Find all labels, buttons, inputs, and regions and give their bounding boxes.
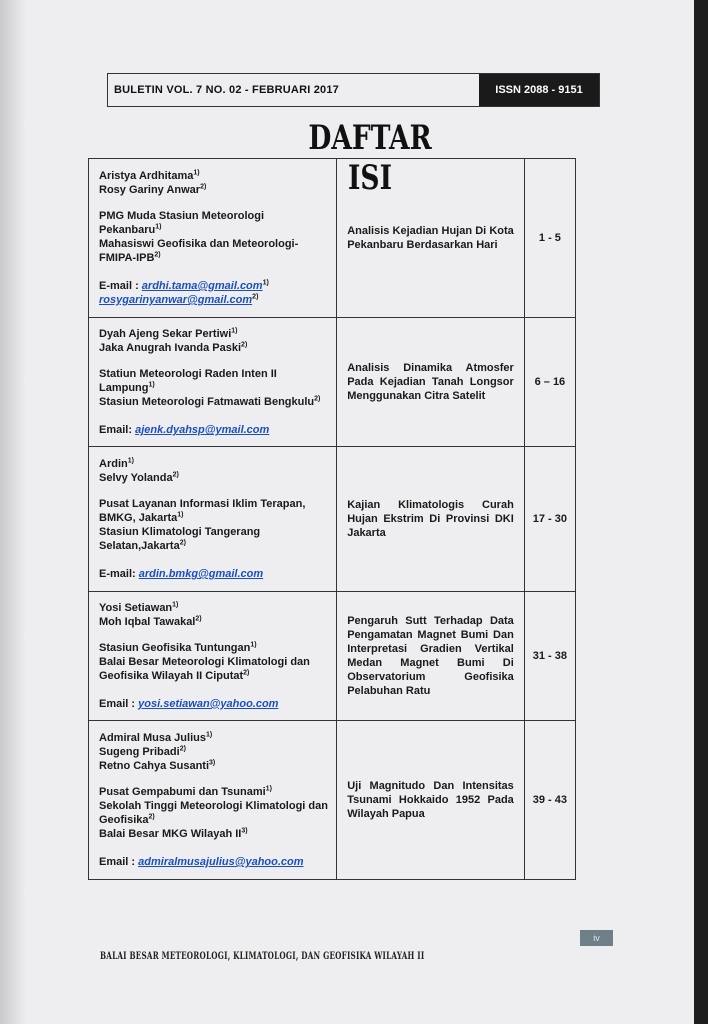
author-list bbox=[99, 457, 328, 485]
affiliation: Balai Besar Meteorologi Klimatologi dan Geofisika Wilayah II Ciputat$^{2)}$ bbox=[99, 655, 310, 682]
bulletin-info: BULETIN VOL. 7 NO. 02 - FEBRUARI 2017 bbox=[114, 84, 339, 96]
toc-row bbox=[89, 317, 576, 446]
affiliation: Pusat Gempabumi dan Tsunami$^{1)}$ bbox=[99, 785, 272, 798]
author-name: Yosi Setiawan$^{1)}$ bbox=[99, 601, 179, 614]
author-name: Dyah Ajeng Sekar Pertiwi$^{1)}$ bbox=[99, 327, 238, 341]
footer-institution: BALAI BESAR METEOROLOGI, KLIMATOLOGI, DAN GEOFISIKA WILAYAH II bbox=[100, 951, 425, 962]
affiliation: PMG Muda Stasiun Meteorologi Pekanbaru$^{1)}$ bbox=[99, 209, 265, 236]
page-range: 39 - 43 bbox=[524, 721, 575, 880]
affiliation-list bbox=[99, 367, 328, 409]
article-title: Pengaruh Sutt Terhadap Data Pengamatan Magnet Bumi Dan Interpretasi Gradien Vertikal Medan Magnet Bumi Di Observatorium Geofisika Pelabuhan Ratu bbox=[337, 591, 525, 720]
article-title: Uji Magnitudo Dan Intensitas Tsunami Hokkaido 1952 Pada Wilayah Papua bbox=[337, 721, 525, 880]
email-link[interactable]: ardhi.tama@gmail.com bbox=[141, 279, 263, 292]
page-range: 6 – 16 bbox=[524, 317, 575, 446]
affiliation: Pusat Layanan Informasi Iklim Terapan, BMKG, Jakarta$^{1)}$ bbox=[99, 497, 306, 524]
affiliation: Stasiun Klimatologi Tangerang Selatan,Jakarta$^{2)}$ bbox=[99, 525, 261, 552]
author-name: Jaka Anugrah Ivanda Paski$^{2)}$ bbox=[99, 341, 248, 355]
email-block bbox=[99, 855, 328, 869]
author-name: Admiral Musa Julius$^{1)}$ bbox=[99, 731, 213, 744]
affiliation-list bbox=[99, 641, 328, 683]
email-block bbox=[99, 697, 328, 711]
author-name: Retno Cahya Susanti$^{3)}$ bbox=[99, 759, 216, 772]
authors-cell bbox=[89, 591, 337, 720]
article-title: Analisis Kejadian Hujan Di Kota Pekanbaru Berdasarkan Hari bbox=[337, 159, 525, 318]
page-range: 1 - 5 bbox=[524, 159, 575, 318]
page-edge bbox=[694, 0, 708, 1024]
author-name: Sugeng Pribadi$^{2)}$ bbox=[99, 745, 186, 758]
page-spine-shadow bbox=[0, 0, 26, 1024]
affiliation-list bbox=[99, 209, 328, 265]
email-block: E-mail : ardhi.tama@gmail.com$^{1)}$ rosygarinyanwar@gmail.com$^{2)}$ bbox=[99, 279, 269, 306]
authors-cell bbox=[89, 721, 337, 880]
email-block bbox=[99, 423, 328, 437]
author-name: Selvy Yolanda$^{2)}$ bbox=[99, 471, 179, 484]
issn-badge: ISSN 2088 - 9151 bbox=[479, 74, 599, 106]
affiliation: Statiun Meteorologi Raden Inten II Lampung$^{1)}$ bbox=[99, 368, 277, 395]
email-label: E-mail : bbox=[99, 279, 139, 292]
authors-cell bbox=[89, 447, 337, 591]
author-list bbox=[99, 731, 328, 773]
affiliation: Stasiun Meteorologi Fatmawati Bengkulu$^{2)}$ bbox=[99, 395, 321, 409]
author-list bbox=[99, 169, 328, 197]
toc-row bbox=[89, 447, 576, 591]
email-link[interactable]: ajenk.dyahsp@ymail.com bbox=[135, 424, 270, 437]
author-list bbox=[99, 601, 328, 629]
email-block bbox=[99, 567, 328, 581]
author-name: Moh Iqbal Tawakal$^{2)}$ bbox=[99, 615, 202, 628]
page-title: DAFTAR ISI bbox=[308, 118, 432, 198]
author-name: Rosy Gariny Anwar$^{2)}$ bbox=[99, 183, 207, 196]
page-range: 17 - 30 bbox=[524, 447, 575, 591]
bulletin-header bbox=[107, 73, 600, 107]
email-label: E-mail: bbox=[99, 567, 136, 580]
article-title: Analisis Dinamika Atmosfer Pada Kejadian Tanah Longsor Menggunakan Citra Satelit bbox=[337, 317, 525, 446]
author-name: Ardin$^{1)}$ bbox=[99, 457, 134, 470]
affiliation: Stasiun Geofisika Tuntungan$^{1)}$ bbox=[99, 641, 257, 654]
email-link[interactable]: admiralmusajulius@yahoo.com bbox=[138, 856, 304, 868]
author-name: Aristya Ardhitama$^{1)}$ bbox=[99, 169, 200, 182]
email-link[interactable]: ardin.bmkg@gmail.com bbox=[138, 567, 264, 580]
affiliation: Balai Besar MKG Wilayah II$^{3)}$ bbox=[99, 827, 248, 840]
page-number: iv bbox=[580, 930, 613, 946]
toc-table bbox=[88, 158, 576, 880]
article-title: Kajian Klimatologis Curah Hujan Ekstrim Di Provinsi DKI Jakarta bbox=[337, 447, 525, 591]
authors-cell bbox=[89, 159, 337, 318]
authors-cell bbox=[89, 317, 337, 446]
email-label: Email: bbox=[99, 424, 133, 437]
email-link[interactable]: rosygarinyanwar@gmail.com bbox=[99, 293, 253, 306]
email-link[interactable]: yosi.setiawan@yahoo.com bbox=[138, 697, 279, 710]
email-label: Email : bbox=[99, 856, 136, 868]
toc-row bbox=[89, 721, 576, 880]
email-label: Email : bbox=[99, 697, 136, 710]
affiliation: Mahasiswi Geofisika dan Meteorologi-FMIPA-IPB$^{2)}$ bbox=[99, 237, 299, 264]
author-list bbox=[99, 327, 328, 355]
affiliation: Sekolah Tinggi Meteorologi Klimatologi dan Geofisika$^{2)}$ bbox=[99, 800, 328, 826]
toc-row bbox=[89, 159, 576, 318]
toc-row bbox=[89, 591, 576, 720]
affiliation-list bbox=[99, 785, 328, 841]
affiliation-list bbox=[99, 497, 328, 553]
page-range: 31 - 38 bbox=[524, 591, 575, 720]
